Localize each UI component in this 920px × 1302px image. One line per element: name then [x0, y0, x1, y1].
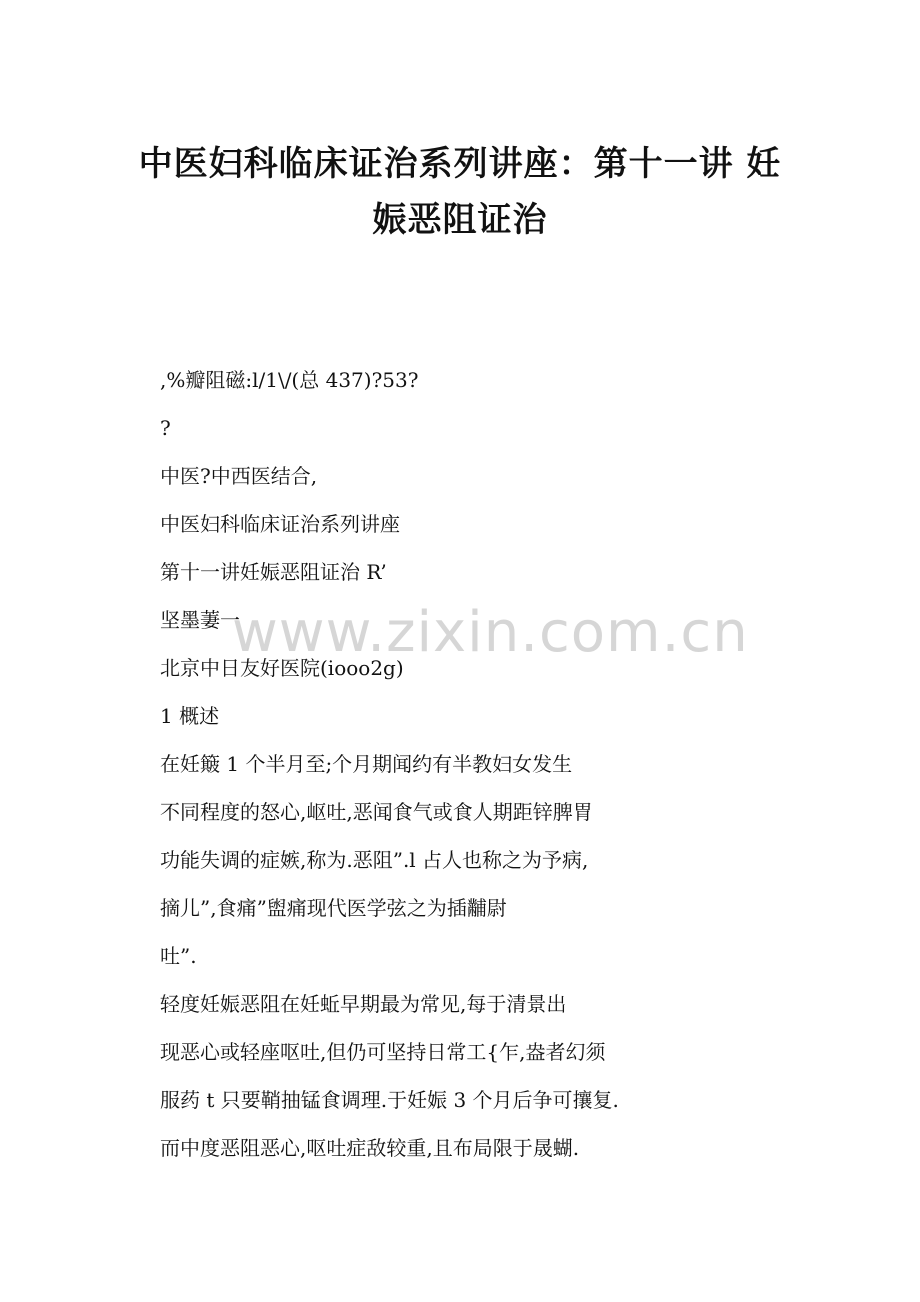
- body-line: 北京中日友好医院(iooo2g): [160, 656, 404, 680]
- document-body: [160, 356, 800, 1172]
- body-line: 在妊簸 1 个半月至;个月期闻约有半教妇女发生: [160, 752, 573, 776]
- title-line-1: 中医妇科临床证治系列讲座：第十一讲 妊: [138, 144, 782, 184]
- body-line: 中医妇科临床证治系列讲座: [160, 512, 400, 536]
- body-line: 轻度妊娠恶阻在妊蚯早期最为常见,每于清景出: [160, 992, 567, 1016]
- body-line: 而中度恶阻恶心,呕吐症敌较重,且布局限于晟蝴.: [160, 1136, 580, 1160]
- body-line: 中医?中西医结合,: [160, 464, 318, 488]
- body-line: 坚墨萋一: [160, 608, 240, 632]
- body-line: ,%瓣阻磁:l/1\/(总 437)?53?: [160, 368, 419, 392]
- section-heading: 1 概述: [160, 704, 220, 728]
- watermark: www.zixin.com.cn: [232, 600, 749, 665]
- body-line: 服药 t 只要鞘抽锰食调理.于妊娠 3 个月后争可攘复.: [160, 1088, 619, 1112]
- body-line: 现恶心或轻座呕吐,但仍可坚持日常工{乍,盎者幻须: [160, 1040, 606, 1064]
- title-line-2: 娠恶阻证治: [372, 200, 548, 240]
- body-line: 不同程度的怒心,岖吐,恶闻食气或食人期距锌脾胃: [160, 800, 593, 824]
- document-title: [0, 136, 920, 248]
- body-line: 第十一讲妊娠恶阻证治 R’: [160, 560, 387, 584]
- body-line: 吐”.: [160, 944, 197, 968]
- body-line: 功能失调的症嫉,称为.恶阻”.l 占人也称之为予病,: [160, 848, 589, 872]
- body-line: 摘儿”,食痛”盥痛现代医学弦之为插黼尉: [160, 896, 507, 920]
- body-line: ?: [160, 416, 171, 440]
